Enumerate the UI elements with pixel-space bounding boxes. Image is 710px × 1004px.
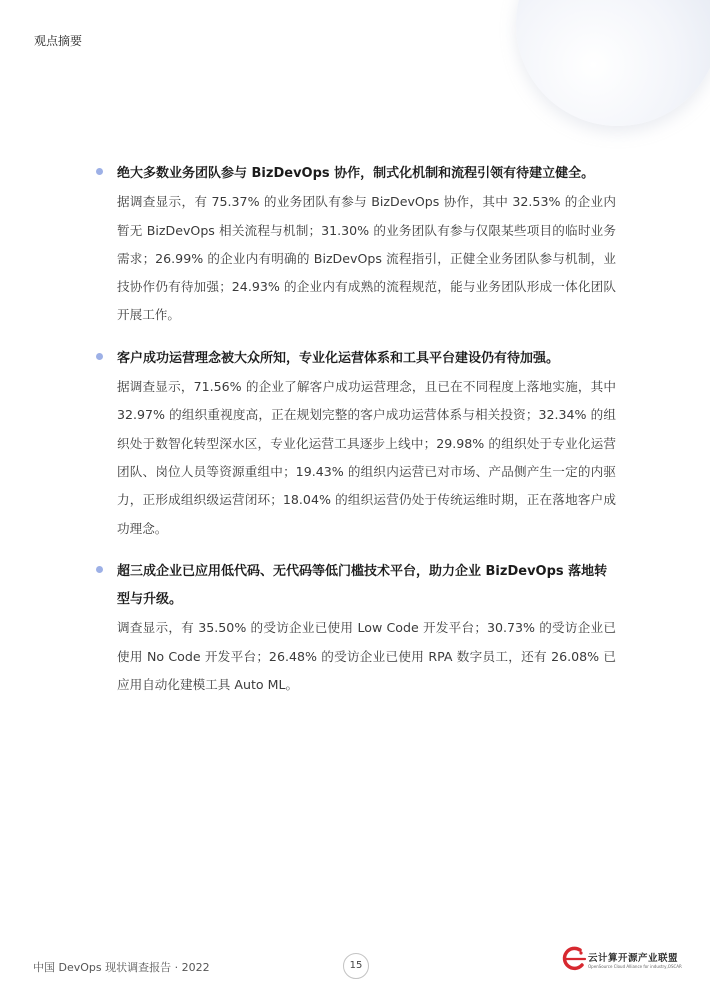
point-body: 据调查显示，有 75.37% 的业务团队有参与 BizDevOps 协作，其中 32.53% 的企业内暂无 BizDevOps 相关流程与机制；31.30% 的业务团队有参与仅限某些项目的临时业务需求；26.99% 的企业内有明确的 BizDevOps 流程指引，正健全业务团队参与机制，业技协作仍有待加强；24.93% 的企业内有成熟的流程规范，能与业务团队形成一体化团队开展工作。 (117, 194, 616, 323)
bullet-icon (96, 353, 103, 360)
oscar-logo (561, 945, 681, 973)
summary-point-2 (96, 345, 616, 543)
point-heading: 客户成功运营理念被大众所知，专业化运营体系和工具平台建设仍有待加强。 (117, 350, 560, 366)
point-heading: 超三成企业已应用低代码、无代码等低门槛技术平台，助力企业 BizDevOps 落地转型与升级。 (117, 563, 608, 608)
logo-name-cn: 云计算开源产业联盟 (588, 953, 679, 964)
report-title: 中国 DevOps 现状调查报告 · 2022 (33, 961, 210, 974)
bullet-icon (96, 566, 103, 573)
logo-name-en: OpenSource Cloud Alliance for industry,OSCAR (588, 964, 682, 969)
point-body: 调查显示，有 35.50% 的受访企业已使用 Low Code 开发平台；30.73% 的受访企业已使用 No Code 开发平台；26.48% 的受访企业已使用 RPA 数字员工，还有 26.08% 已应用自动化建模工具 Auto ML。 (117, 620, 616, 693)
oscar-logo-icon (561, 945, 587, 973)
bullet-icon (96, 168, 103, 175)
point-heading: 绝大多数业务团队参与 BizDevOps 协作，制式化机制和流程引领有待建立健全。 (117, 166, 595, 181)
point-body: 据调查显示，71.56% 的企业了解客户成功运营理念，且已在不同程度上落地实施，其中 32.97% 的组织重视度高，正在规划完整的客户成功运营体系与相关投资；32.34% 的组织处于数智化转型深水区，专业化运营工具逐步上线中；29.98% 的组织处于专业化运营团队、岗位人员等资源重组中；19.43% 的组织内运营已对市场、产品侧产生一定的内驱力，正形成组织级运营闭环；18.04% 的组织运营仍处于传统运维时期，正在落地客户成功理念。 (117, 379, 616, 536)
summary-point-1 (96, 160, 616, 330)
decorative-circle (516, 0, 710, 126)
summary-points (96, 160, 616, 714)
page-number: 15 (343, 953, 369, 979)
summary-point-3 (96, 558, 616, 699)
section-label: 观点摘要 (34, 34, 83, 48)
